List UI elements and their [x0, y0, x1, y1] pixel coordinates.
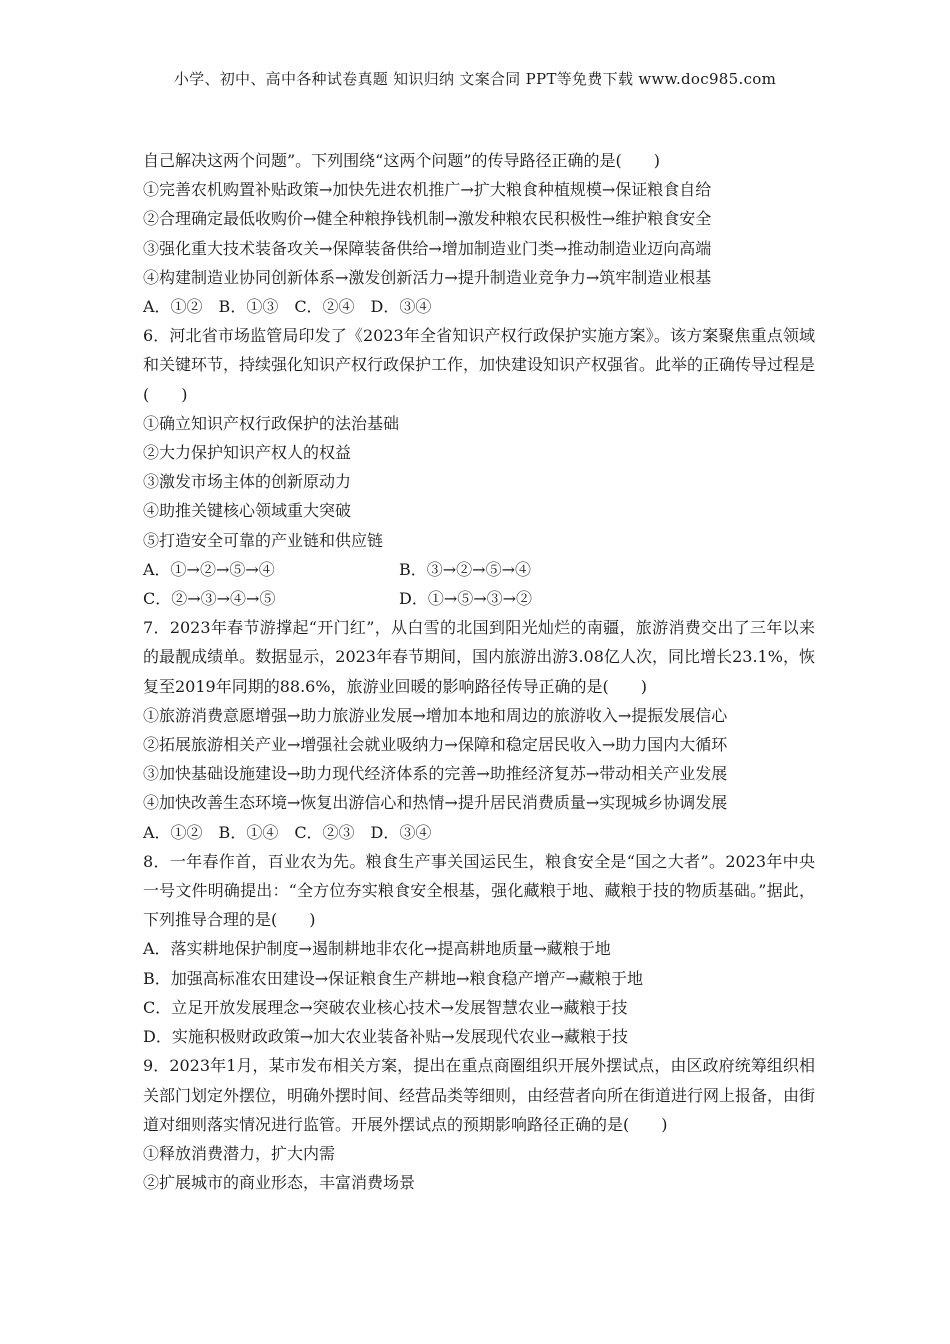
question-9-item-1: ①释放消费潜力，扩大内需 — [143, 1143, 336, 1163]
question-7-item-3: ③加快基础设施建设→助力现代经济体系的完善→助推经济复苏→带动相关产业发展 — [143, 764, 728, 784]
question-5-stem: 自己解决这两个问题”。下列围绕“这两个问题”的传导路径正确的是( ) — [143, 151, 661, 170]
question-8-option-c: C．立足开放发展理念→突破农业核心技术→发展智慧农业→藏粮于技 — [143, 997, 628, 1017]
question-8-option-d: D．实施积极财政政策→加大农业装备补贴→发展现代农业→藏粮于技 — [143, 1027, 629, 1047]
question-7-item-2: ②拓展旅游相关产业→增强社会就业吸纳力→保障和稳定居民收入→助力国内大循环 — [143, 735, 728, 755]
question-5-item-4: ④构建制造业协同创新体系→激发创新活力→提升制造业竞争力→筑牢制造业根基 — [143, 267, 712, 287]
question-9 — [143, 1051, 815, 1197]
question-7-options: A．①② B．①④ C．②③ D．③④ — [143, 822, 432, 842]
question-6-options-row-1 — [143, 555, 815, 584]
page-header: 小学、初中、高中各种试卷真题 知识归纳 文案合同 PPT等免费下载 www.doc985.com — [173, 70, 777, 88]
question-8 — [143, 847, 815, 1051]
question-6-option-b: B．③→②→⑤→④ — [399, 559, 531, 579]
question-5 — [143, 146, 815, 321]
question-6-item-1: ①确立知识产权行政保护的法治基础 — [143, 413, 400, 433]
question-7-stem: 7．2023年春节游撑起“开门红”，从白雪的北国到阳光灿烂的南疆，旅游消费交出了三年以来的最靓成绩单。数据显示，2023年春节期间，国内旅游出游3.08亿人次，同比增长23.1%，恢复至2019年同期的88.6%，旅游业回暖的影响路径传导正确的是( ) — [143, 618, 815, 696]
question-6-option-a: A．①→②→⑤→④ — [143, 559, 275, 579]
question-7 — [143, 613, 815, 847]
question-7-item-4: ④加快改善生态环境→恢复出游信心和热情→提升居民消费质量→实现城乡协调发展 — [143, 793, 728, 813]
question-6-item-5: ⑤打造安全可靠的产业链和供应链 — [143, 530, 384, 550]
question-8-option-b: B．加强高标准农田建设→保证粮食生产耕地→粮食稳产增产→藏粮于地 — [143, 968, 643, 988]
question-6-stem: 6．河北省市场监管局印发了《2023年全省知识产权行政保护实施方案》。该方案聚焦重点领域和关键环节，持续强化知识产权行政保护工作，加快建设知识产权强省。此举的正确传导过程是( ) — [143, 326, 816, 404]
question-6-item-3: ③激发市场主体的创新原动力 — [143, 472, 352, 492]
question-8-stem: 8．一年春作首，百业农为先。粮食生产事关国运民生，粮食安全是“国之大者”。2023年中央一号文件明确提出：“全方位夯实粮食安全根基，强化藏粮于地、藏粮于技的物质基础。”据此，下列推导合理的是( ) — [143, 851, 815, 930]
question-6-item-4: ④助推关键核心领域重大突破 — [143, 501, 352, 521]
question-9-stem: 9．2023年1月，某市发布相关方案，提出在重点商圈组织开展外摆试点，由区政府统筹组织相关部门划定外摆位，明确外摆时间、经营品类等细则，由经营者向所在街道进行网上报备，由街道对细则落实情况进行监管。开展外摆试点的预期影响路径正确的是( ) — [143, 1056, 816, 1134]
question-5-item-2: ②合理确定最低收购价→健全种粮挣钱机制→激发种粮农民积极性→维护粮食安全 — [143, 209, 712, 229]
question-6 — [143, 321, 815, 613]
question-7-item-1: ①旅游消费意愿增强→助力旅游业发展→增加本地和周边的旅游收入→提振发展信心 — [143, 705, 728, 725]
question-6-options-row-2 — [143, 584, 815, 613]
question-5-item-3: ③强化重大技术装备攻关→保障装备供给→增加制造业门类→推动制造业迈向高端 — [143, 238, 712, 258]
question-8-option-a: A．落实耕地保护制度→遏制耕地非农化→提高耕地质量→藏粮于地 — [143, 939, 611, 959]
question-5-item-1: ①完善农机购置补贴政策→加快先进农机推广→扩大粮食种植规模→保证粮食自给 — [143, 180, 712, 200]
question-6-option-d: D．①→⑤→③→② — [399, 589, 533, 609]
question-9-item-2: ②扩展城市的商业形态，丰富消费场景 — [143, 1173, 416, 1193]
question-6-item-2: ②大力保护知识产权人的权益 — [143, 443, 352, 463]
document-body — [143, 146, 815, 1197]
question-6-option-c: C．②→③→④→⑤ — [143, 589, 276, 609]
question-5-options: A．①② B．①③ C．②④ D．③④ — [143, 297, 432, 317]
